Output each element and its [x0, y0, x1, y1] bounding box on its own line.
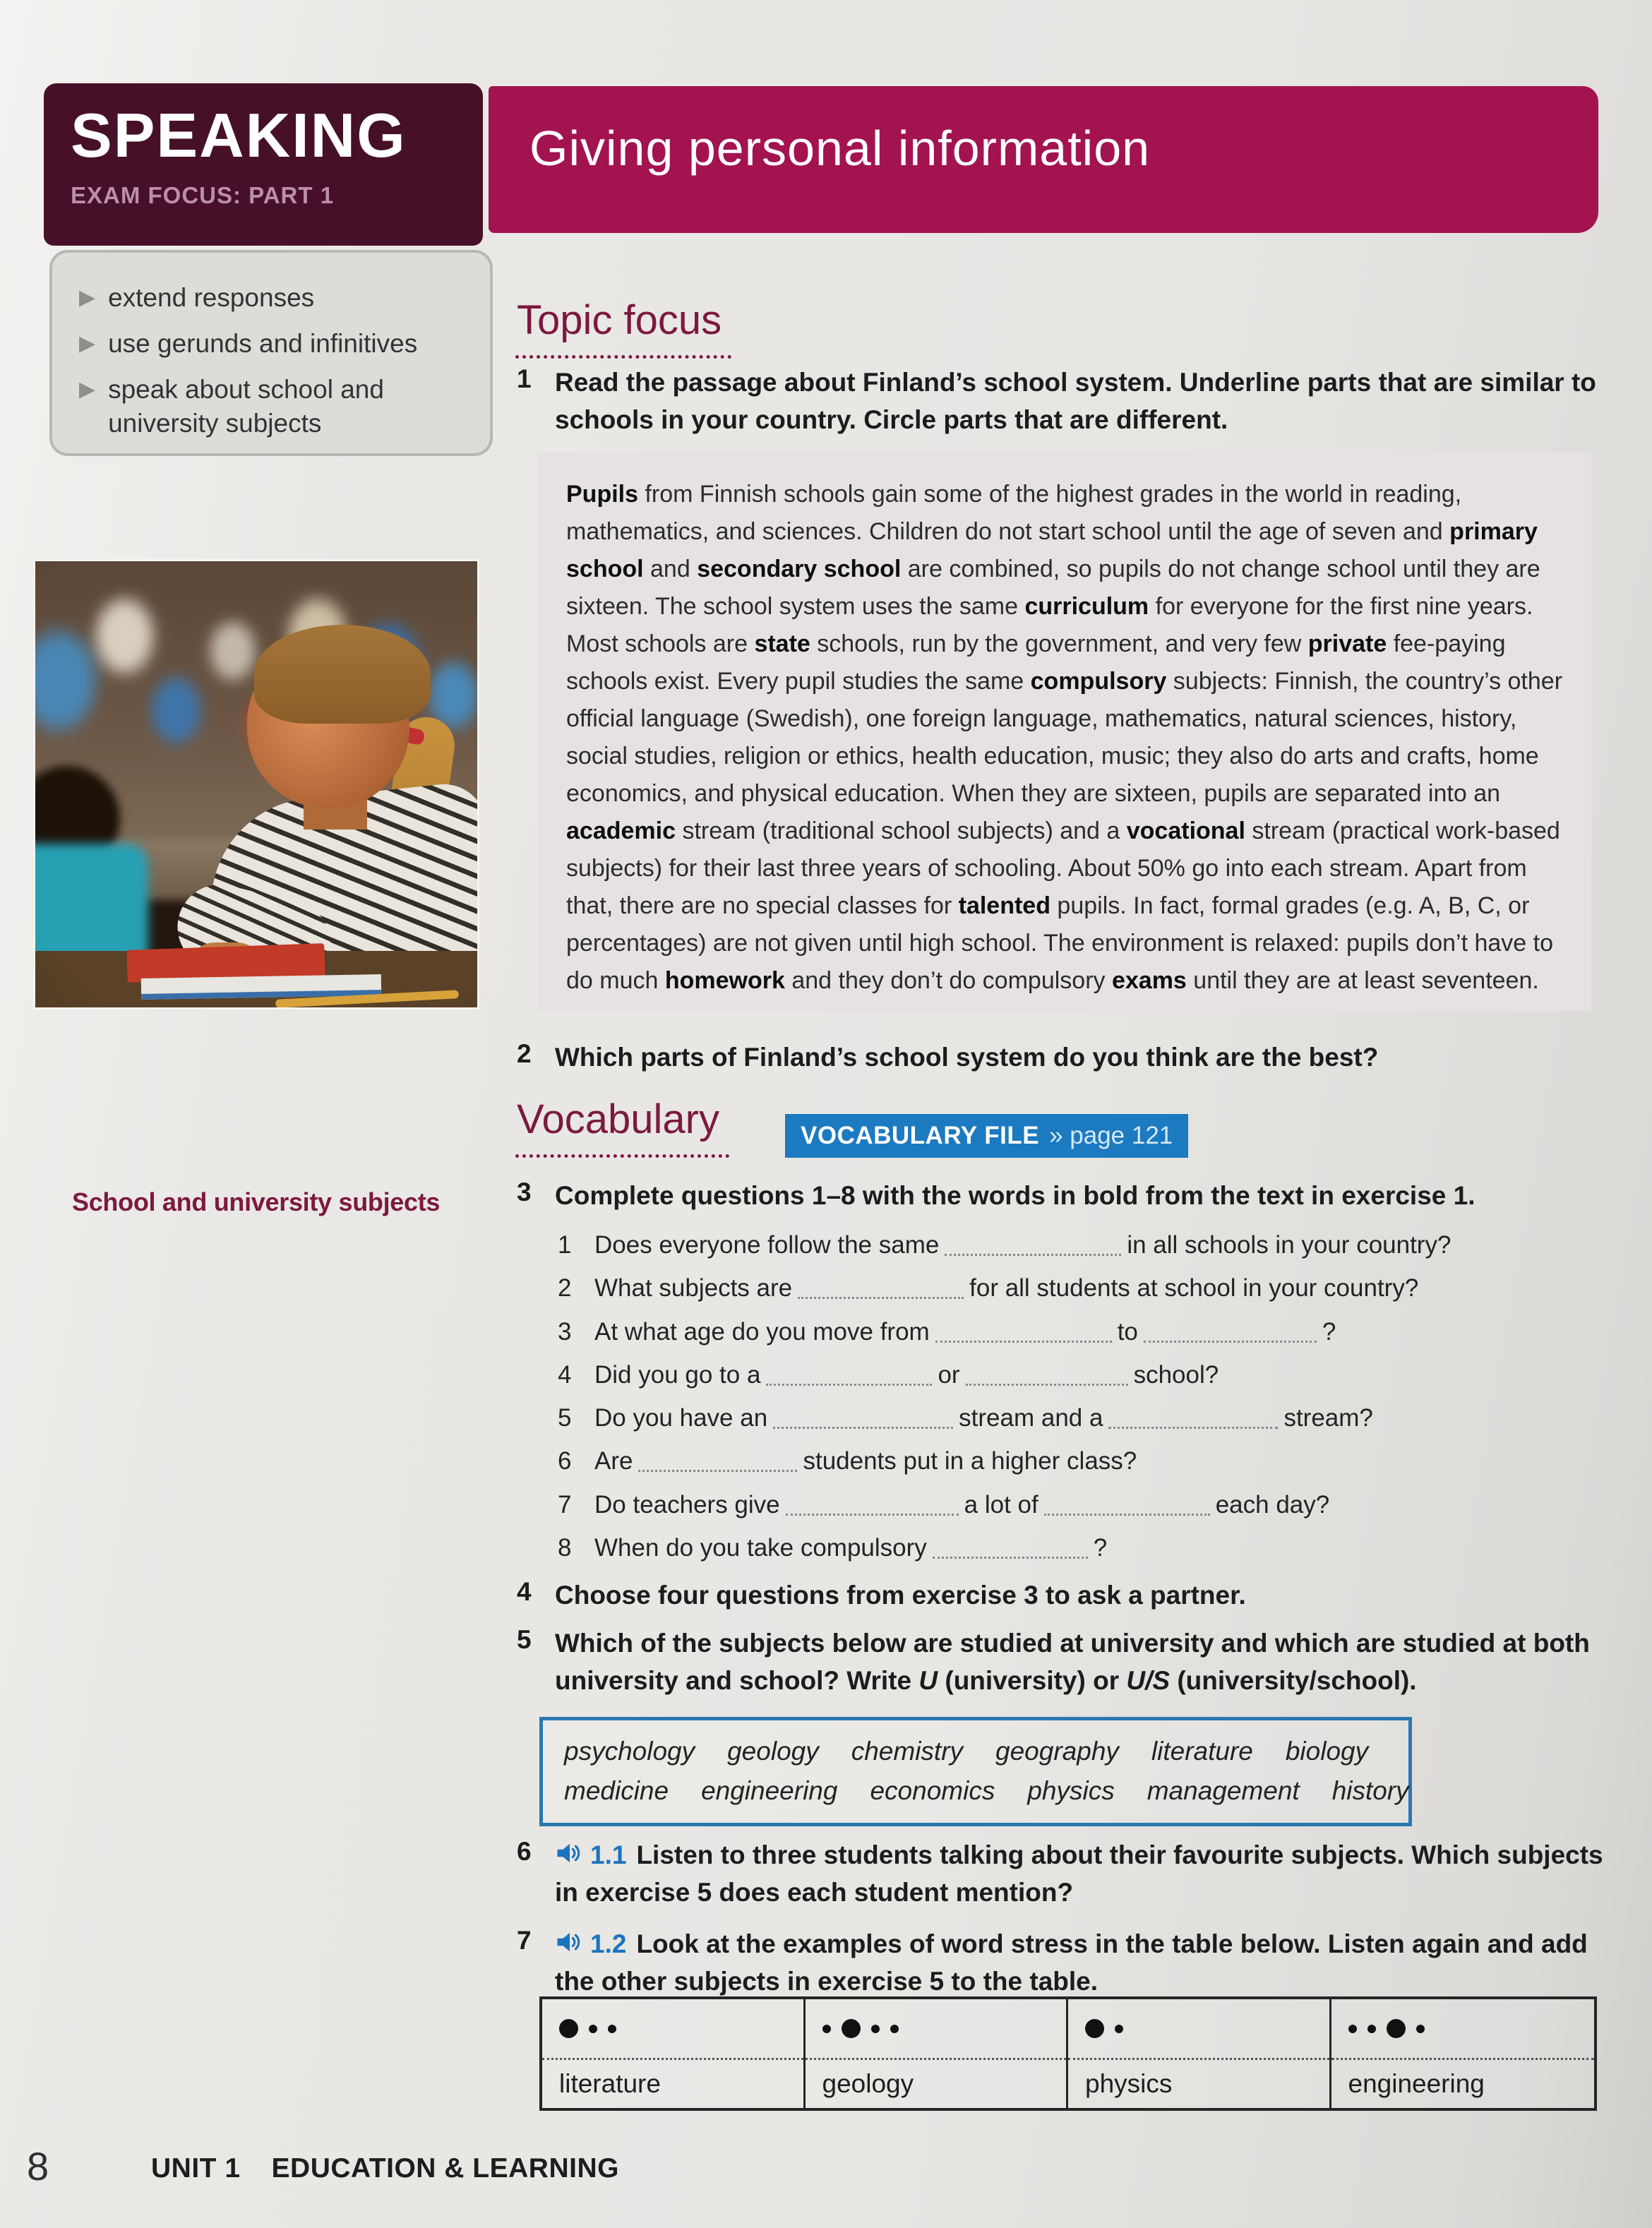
question-text: When do you take compulsory ? — [594, 1533, 1108, 1562]
question-number: 6 — [558, 1447, 572, 1475]
exercise-1 — [517, 364, 1604, 438]
question-text: Did you go to a or school? — [594, 1360, 1219, 1389]
stress-pattern — [542, 1999, 803, 2060]
exercise-number: 6 — [517, 1837, 532, 1866]
stress-column — [806, 1999, 1069, 2108]
arrow-bullet-icon: ▶ — [79, 331, 96, 355]
objective-item — [79, 373, 472, 442]
lesson-title-banner — [489, 86, 1598, 233]
stress-pattern — [1331, 1999, 1595, 2060]
exercise-instruction — [555, 1837, 1625, 1911]
section-label: SPEAKING — [71, 100, 407, 170]
exercise-4 — [517, 1577, 1604, 1615]
stress-column — [1331, 1999, 1595, 2108]
stress-column — [542, 1999, 806, 2108]
stress-pattern — [1068, 1999, 1329, 2060]
exercise-6 — [517, 1837, 1625, 1911]
stress-pattern — [806, 1999, 1067, 2060]
footer-unit-label — [151, 2153, 650, 2184]
question-row — [558, 1315, 1610, 1348]
gap-fill-questions — [558, 1228, 1610, 1574]
margin-topic-label: School and university subjects — [72, 1187, 441, 1216]
stress-column — [1068, 1999, 1331, 2108]
speaking-section-box — [44, 83, 483, 246]
word-stress-table — [539, 1996, 1597, 2111]
vocabulary-file-page-ref: » page 121 — [1049, 1122, 1173, 1149]
exercise-7 — [517, 1926, 1625, 2000]
audio-track-number: 1.2 — [590, 1929, 627, 1958]
question-row — [558, 1271, 1610, 1305]
question-number: 3 — [558, 1317, 572, 1346]
lesson-objectives-box — [49, 250, 493, 456]
exercise-number: 2 — [517, 1039, 532, 1068]
question-text: What subjects are for all students at school in your country? — [594, 1274, 1419, 1302]
question-number: 7 — [558, 1490, 572, 1519]
exercise-instruction: Which of the subjects below are studied at university and which are studied at both university and school? Write U (university) or U/S (university/school). — [555, 1629, 1590, 1695]
exercise-question: Which parts of Finland’s school system do you think are the best? — [555, 1043, 1379, 1072]
vocabulary-file-label: VOCABULARY FILE — [801, 1122, 1040, 1149]
stress-example-word: physics — [1085, 2069, 1173, 2098]
stress-example-word: engineering — [1348, 2069, 1485, 2098]
exercise-number: 1 — [517, 364, 532, 393]
exercise-2 — [517, 1039, 1604, 1077]
question-number: 4 — [558, 1360, 572, 1389]
unit-number: UNIT 1 — [151, 2153, 241, 2184]
reading-passage: Pupils from Finnish schools gain some of the highest grades in the world in reading, mathematics, and sciences. Children do not start school until the age of seven and primary school and secondary school are combined, so pupils do not change school until they are sixteen. The school system uses the same curriculum for everyone for the first nine years. Most schools are state schools, run by the government, and very few private fee-paying schools exist. Every pupil studies the same compulsory subjects: Finnish, the country’s other official language (Swedish), one foreign language, mathematics, natural sciences, history, social studies, religion or ethics, health education, music; they also do arts and crafts, home economics, and physical education. When they are sixteen, pupils are separated into an academic stream (traditional school subjects) and a vocational stream (practical work-based subjects) for their last three years of schooling. About 50% go into each stream. Apart from that, there are no special classes for talented pupils. In fact, formal grades (e.g. A, B, C, or percentages) are not given until high school. The environment is relaxed: pupils don’t have to do much homework and they don’t do compulsory exams until they are at least seventeen. — [538, 452, 1591, 1011]
objective-text: speak about school and university subjects — [108, 374, 384, 438]
exercise-instruction: Complete questions 1–8 with the words in bold from the text in exercise 1. — [555, 1181, 1476, 1210]
question-text: Does everyone follow the same in all schools in your country? — [594, 1231, 1452, 1259]
vocabulary-file-badge — [785, 1114, 1188, 1158]
vocabulary-heading: Vocabulary — [515, 1096, 729, 1158]
exercise-number: 3 — [517, 1178, 532, 1206]
question-text: At what age do you move from to ? — [594, 1317, 1336, 1346]
photo-vignette — [35, 561, 477, 1007]
question-number: 8 — [558, 1533, 572, 1562]
arrow-bullet-icon: ▶ — [79, 286, 96, 309]
page-number: 8 — [27, 2144, 49, 2188]
exercise-5 — [517, 1625, 1608, 1699]
exercise-instruction: Choose four questions from exercise 3 to ask a partner. — [555, 1581, 1246, 1610]
question-row — [558, 1444, 1610, 1478]
question-number: 1 — [558, 1231, 572, 1259]
question-row — [558, 1531, 1610, 1564]
lesson-title: Giving personal information — [529, 121, 1151, 176]
exercise-instruction: Read the passage about Finland’s school system. Underline parts that are similar to schools in your country. Circle parts that are different. — [555, 368, 1596, 434]
topic-focus-heading: Topic focus — [515, 297, 731, 359]
question-row — [558, 1488, 1610, 1521]
exercise-7-text: Look at the examples of word stress in the table below. Listen again and add the other subjects in exercise 5 to the table. — [555, 1929, 1588, 1996]
classroom-photo — [33, 559, 479, 1010]
arrow-bullet-icon: ▶ — [79, 377, 96, 401]
objective-item — [79, 281, 472, 316]
audio-track-number: 1.1 — [590, 1840, 627, 1869]
exam-focus-label: EXAM FOCUS: PART 1 — [71, 182, 335, 208]
word-box-row: psychology geology chemistry geography literature biology — [564, 1737, 1369, 1766]
audio-speaker-icon — [555, 1838, 585, 1868]
question-number: 5 — [558, 1404, 572, 1432]
question-row — [558, 1228, 1610, 1262]
exercise-6-text: Listen to three students talking about their favourite subjects. Which subjects in exercise 5 does each student mention? — [555, 1840, 1603, 1907]
exercise-instruction — [555, 1926, 1625, 2000]
objective-item — [79, 327, 472, 361]
question-text: Do you have an stream and a stream? — [594, 1404, 1373, 1432]
question-text: Do teachers give a lot of each day? — [594, 1490, 1330, 1519]
question-number: 2 — [558, 1274, 572, 1302]
unit-title: EDUCATION & LEARNING — [271, 2153, 619, 2184]
stress-example-word: geology — [822, 2069, 914, 2098]
stress-example-word: literature — [559, 2069, 661, 2098]
question-text: Are students put in a higher class? — [594, 1447, 1137, 1475]
subjects-word-box — [539, 1717, 1412, 1826]
exercise-number: 7 — [517, 1926, 532, 1955]
exercise-number: 5 — [517, 1625, 532, 1654]
exercise-3 — [517, 1178, 1618, 1215]
question-row — [558, 1401, 1610, 1435]
exercise-number: 4 — [517, 1577, 532, 1606]
objective-text: extend responses — [108, 283, 315, 312]
audio-speaker-icon — [555, 1927, 585, 1957]
word-box-row: medicine engineering economics physics management history — [564, 1775, 1409, 1805]
question-row — [558, 1358, 1610, 1391]
objective-text: use gerunds and infinitives — [108, 328, 418, 358]
